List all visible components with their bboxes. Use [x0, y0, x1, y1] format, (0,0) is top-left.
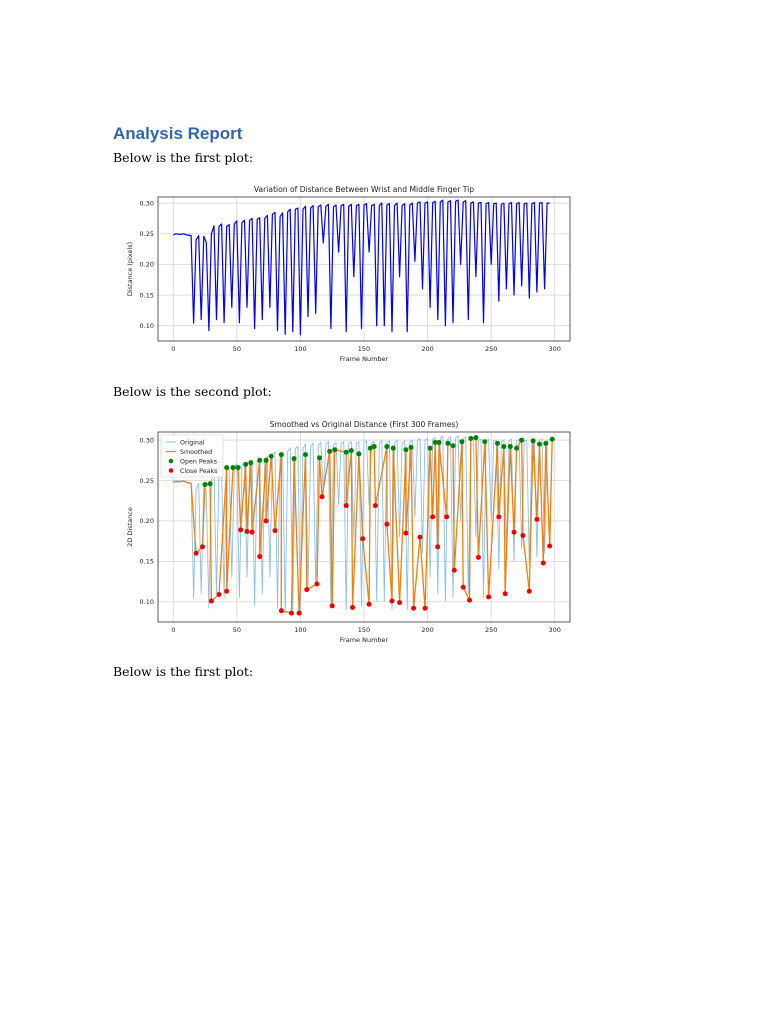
distance-line-chart: [124, 183, 576, 365]
open-peak-point: [391, 446, 396, 451]
legend-entry-label: Open Peaks: [180, 458, 218, 466]
x-tick-label: 0: [171, 626, 176, 634]
x-tick-label: 250: [484, 345, 498, 353]
open-peak-point: [459, 439, 464, 444]
open-peak-point: [292, 456, 297, 461]
legend-entry-label: Smoothed: [180, 448, 213, 456]
open-peak-point: [332, 447, 337, 452]
y-tick-label: 0.30: [139, 436, 154, 445]
x-tick-label: 200: [421, 345, 434, 353]
y-tick-label: 0.20: [139, 260, 154, 269]
x-tick-label: 200: [421, 626, 434, 634]
x-tick-label: 300: [548, 626, 561, 634]
smoothed-series-line: [173, 438, 552, 613]
close-peak-point: [264, 518, 269, 523]
open-peak-point: [208, 481, 213, 486]
close-peak-point: [245, 529, 250, 534]
open-peak-point: [543, 441, 548, 446]
legend-entry-label: Original: [180, 439, 205, 447]
open-peak-point: [468, 436, 473, 441]
close-peak-point: [238, 527, 243, 532]
close-peak-point: [350, 605, 355, 610]
x-tick-label: 100: [294, 345, 307, 353]
close-peak-point: [200, 544, 205, 549]
close-peak-point: [486, 594, 491, 599]
close-peak-point: [217, 592, 222, 597]
close-peak-point: [367, 602, 372, 607]
open-peak-point: [224, 465, 229, 470]
open-peak-point: [409, 445, 414, 450]
y-axis-label: 2D Distance: [126, 507, 134, 547]
legend-entry-label: Close Peaks: [180, 467, 218, 475]
close-peak-point: [279, 608, 284, 613]
x-axis-label: Frame Number: [339, 355, 389, 363]
open-peak-point: [501, 444, 506, 449]
y-tick-label: 0.25: [139, 230, 154, 239]
x-axis-label: Frame Number: [339, 636, 389, 644]
y-tick-label: 0.10: [139, 321, 154, 330]
close-peak-point: [476, 555, 481, 560]
intro-paragraph-2: Below is the second plot:: [113, 384, 272, 399]
close-peak-point: [250, 530, 255, 535]
open-peak-point: [344, 450, 349, 455]
close-peak-point: [444, 514, 449, 519]
open-peak-point: [384, 444, 389, 449]
distance-series-line: [173, 200, 549, 335]
y-axis-label: Distance (pixels): [126, 241, 134, 297]
close-peak-point: [430, 514, 435, 519]
close-peak-point: [289, 611, 294, 616]
close-peak-point: [209, 598, 214, 603]
close-peak-point: [435, 544, 440, 549]
close-peak-point: [403, 531, 408, 536]
x-tick-label: 0: [171, 345, 176, 353]
open-peak-point: [203, 482, 208, 487]
x-tick-label: 150: [357, 345, 371, 353]
close-peak-point: [224, 589, 229, 594]
close-peak-point: [360, 536, 365, 541]
close-peak-point: [330, 603, 335, 608]
x-tick-label: 50: [232, 626, 241, 634]
close-peak-point: [534, 517, 539, 522]
close-peak-point: [467, 598, 472, 603]
close-peak-point: [547, 544, 552, 549]
open-peak-point: [327, 449, 332, 454]
open-peak-point: [473, 435, 478, 440]
open-peak-point: [482, 439, 487, 444]
open-peak-point: [257, 458, 262, 463]
x-tick-label: 50: [232, 345, 241, 353]
close-peak-point: [496, 514, 501, 519]
open-peak-point: [437, 440, 442, 445]
x-tick-label: 300: [548, 345, 561, 353]
open-peak-point: [243, 462, 248, 467]
y-tick-label: 0.15: [139, 557, 154, 566]
close-peak-point: [417, 535, 422, 540]
close-peak-point: [423, 606, 428, 611]
y-tick-label: 0.30: [139, 199, 154, 208]
close-peak-point: [527, 589, 532, 594]
open-peak-point: [550, 437, 555, 442]
open-peak-point: [349, 448, 354, 453]
close-peak-point: [320, 494, 325, 499]
open-peak-point: [356, 451, 361, 456]
open-peak-point: [303, 452, 308, 457]
open-peak-point: [537, 442, 542, 447]
x-tick-label: 150: [357, 626, 371, 634]
close-peak-point: [503, 591, 508, 596]
close-peak-point: [389, 598, 394, 603]
y-tick-label: 0.20: [139, 517, 154, 526]
open-peak-point: [514, 446, 519, 451]
open-peak-point: [403, 447, 408, 452]
close-peak-point: [344, 503, 349, 508]
close-peak-point: [297, 611, 302, 616]
x-tick-label: 100: [294, 626, 307, 634]
legend-close-swatch: [169, 468, 174, 473]
y-tick-label: 0.25: [139, 476, 154, 485]
close-peak-point: [461, 585, 466, 590]
open-peak-point: [451, 443, 456, 448]
close-peak-point: [541, 560, 546, 565]
open-peak-point: [531, 438, 536, 443]
open-peak-point: [445, 441, 450, 446]
y-tick-label: 0.10: [139, 598, 154, 607]
open-peak-point: [428, 446, 433, 451]
open-peak-point: [269, 454, 274, 459]
close-peak-point: [397, 600, 402, 605]
open-peak-point: [519, 438, 524, 443]
open-peak-point: [495, 441, 500, 446]
figure-smoothed-plot: [124, 417, 576, 647]
report-heading: Analysis Report: [113, 124, 243, 143]
y-tick-label: 0.15: [139, 291, 154, 300]
chart-legend: [161, 435, 223, 477]
open-peak-point: [372, 444, 377, 449]
open-peak-point: [508, 444, 513, 449]
close-peak-point: [257, 554, 262, 559]
close-peak-point: [452, 568, 457, 573]
legend-open-swatch: [169, 459, 174, 464]
close-peak-point: [314, 582, 319, 587]
close-peak-point: [304, 587, 309, 592]
close-peak-point: [194, 551, 199, 556]
close-peak-point: [520, 533, 525, 538]
close-peak-point: [411, 606, 416, 611]
smoothed-line-chart: [124, 417, 576, 647]
x-tick-label: 250: [484, 626, 498, 634]
chart-title: Variation of Distance Between Wrist and Middle Finger Tip: [253, 185, 475, 194]
close-peak-point: [272, 528, 277, 533]
open-peak-point: [231, 465, 236, 470]
intro-paragraph-3: Below is the first plot:: [113, 664, 254, 679]
open-peak-point: [236, 465, 241, 470]
open-peak-point: [264, 458, 269, 463]
open-peak-point: [248, 460, 253, 465]
close-peak-point: [373, 503, 378, 508]
close-peak-point: [512, 530, 517, 535]
chart-title: Smoothed vs Original Distance (First 300 Frames): [269, 420, 459, 429]
figure-distance-plot: [124, 183, 576, 365]
open-peak-point: [317, 455, 322, 460]
intro-paragraph-1: Below is the first plot:: [113, 150, 254, 165]
open-peak-point: [279, 452, 284, 457]
close-peak-point: [384, 522, 389, 527]
